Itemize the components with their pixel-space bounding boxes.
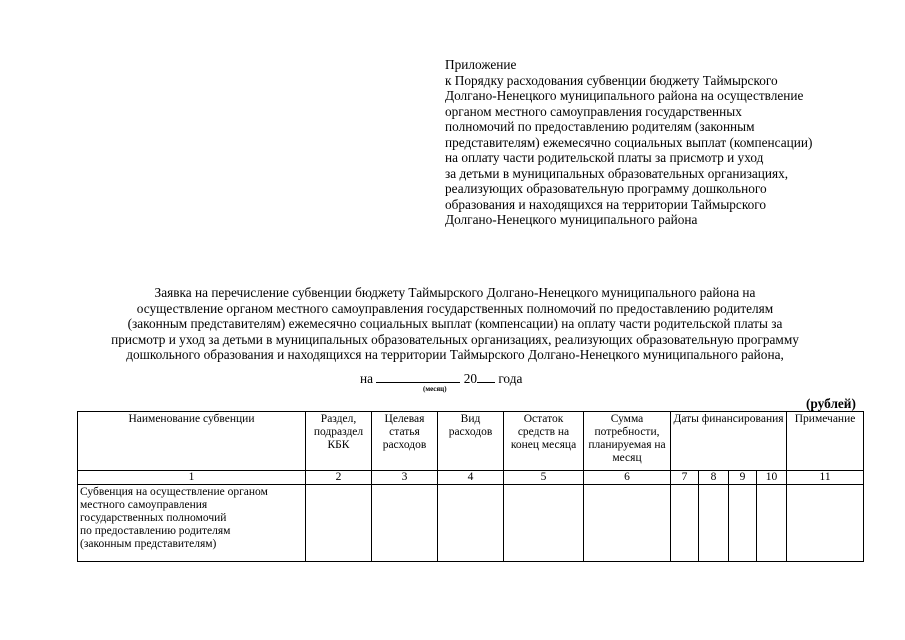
appendix-header bbox=[445, 57, 885, 228]
subvention-name-line: местного самоуправления bbox=[80, 499, 208, 511]
subvention-name-line: Субвенция на осуществление органом bbox=[80, 486, 268, 498]
date-cell[interactable] bbox=[671, 485, 699, 562]
appendix-line: Приложение bbox=[445, 57, 517, 72]
header-need: Сумма потребности, планируемая на месяц bbox=[584, 412, 671, 471]
column-number: 4 bbox=[438, 471, 504, 485]
subvention-name-line: по предоставлению родителям bbox=[80, 525, 231, 537]
units-label: (рублей) bbox=[806, 396, 856, 411]
month-blank-field[interactable] bbox=[376, 370, 460, 383]
appendix-line: полномочий по предоставлению родителям (законным bbox=[445, 119, 755, 134]
section-cell[interactable] bbox=[306, 485, 372, 562]
subvention-table bbox=[77, 411, 864, 562]
date-cell[interactable] bbox=[729, 485, 757, 562]
date-cell[interactable] bbox=[699, 485, 729, 562]
header-note: Примечание bbox=[787, 412, 864, 471]
request-title-line: осуществление органом местного самоуправления государственных полномочий по предоставлению родителям bbox=[136, 300, 774, 316]
header-target: Целевая статья расходов bbox=[372, 412, 438, 471]
date-cell[interactable] bbox=[757, 485, 787, 562]
appendix-line: Долгано-Ненецкого муниципального района bbox=[445, 212, 698, 227]
appendix-line: органом местного самоуправления государственных bbox=[445, 103, 742, 119]
request-title bbox=[60, 285, 850, 363]
table-header-row bbox=[78, 412, 864, 471]
column-number-row bbox=[78, 471, 864, 485]
request-title-line: Заявка на перечисление субвенции бюджету Таймырского Долгано-Ненецкого муниципального района на bbox=[154, 285, 756, 300]
appendix-line: представителям) ежемесячно социальных выплат (компенсации) bbox=[445, 134, 813, 150]
header-dates: Даты финансирования bbox=[671, 412, 787, 471]
period-line bbox=[360, 370, 600, 386]
year-suffix: года bbox=[498, 371, 523, 386]
request-title-line: дошкольного образования и находящихся на территории Таймырского Долгано-Ненецкого муниципального района, bbox=[126, 347, 784, 362]
column-number: 9 bbox=[729, 471, 757, 485]
column-number: 3 bbox=[372, 471, 438, 485]
header-section: Раздел, подраздел КБК bbox=[306, 412, 372, 471]
period-prefix: на bbox=[360, 371, 374, 386]
subvention-name-line: государственных полномочий bbox=[80, 512, 227, 524]
request-title-line: присмотр и уход за детьми в муниципальных образовательных организациях, реализующих образовательную программу bbox=[111, 331, 799, 347]
column-number: 11 bbox=[787, 471, 864, 485]
column-number: 2 bbox=[306, 471, 372, 485]
header-type: Вид расходов bbox=[438, 412, 504, 471]
header-remainder: Остаток средств на конец месяца bbox=[504, 412, 584, 471]
column-number: 7 bbox=[671, 471, 699, 485]
need-cell[interactable] bbox=[584, 485, 671, 562]
month-caption: (месяц) bbox=[423, 385, 447, 393]
note-cell[interactable] bbox=[787, 485, 864, 562]
table-row bbox=[78, 485, 864, 562]
column-number: 10 bbox=[757, 471, 787, 485]
appendix-line: за детьми в муниципальных образовательных организациях, bbox=[445, 165, 789, 181]
appendix-line: Долгано-Ненецкого муниципального района на осуществление bbox=[445, 88, 804, 103]
remainder-cell[interactable] bbox=[504, 485, 584, 562]
column-number: 1 bbox=[78, 471, 306, 485]
subvention-name-line: (законным представителям) bbox=[80, 538, 217, 550]
column-number: 6 bbox=[584, 471, 671, 485]
column-number: 5 bbox=[504, 471, 584, 485]
column-number: 8 bbox=[699, 471, 729, 485]
year-blank-field[interactable] bbox=[477, 370, 495, 383]
appendix-line: на оплату части родительской платы за присмотр и уход bbox=[445, 150, 764, 165]
subvention-name-cell bbox=[78, 485, 306, 562]
year-prefix: 20 bbox=[463, 371, 477, 386]
target-cell[interactable] bbox=[372, 485, 438, 562]
header-name: Наименование субвенции bbox=[78, 412, 306, 471]
type-cell[interactable] bbox=[438, 485, 504, 562]
appendix-line: реализующих образовательную программу дошкольного bbox=[445, 181, 767, 196]
appendix-line: образования и находящихся на территории Таймырского bbox=[445, 196, 767, 212]
request-title-line: (законным представителям) ежемесячно социальных выплат (компенсации) на оплату части родительской платы за bbox=[127, 316, 783, 331]
appendix-line: к Порядку расходования субвенции бюджету Таймырского bbox=[445, 72, 778, 88]
